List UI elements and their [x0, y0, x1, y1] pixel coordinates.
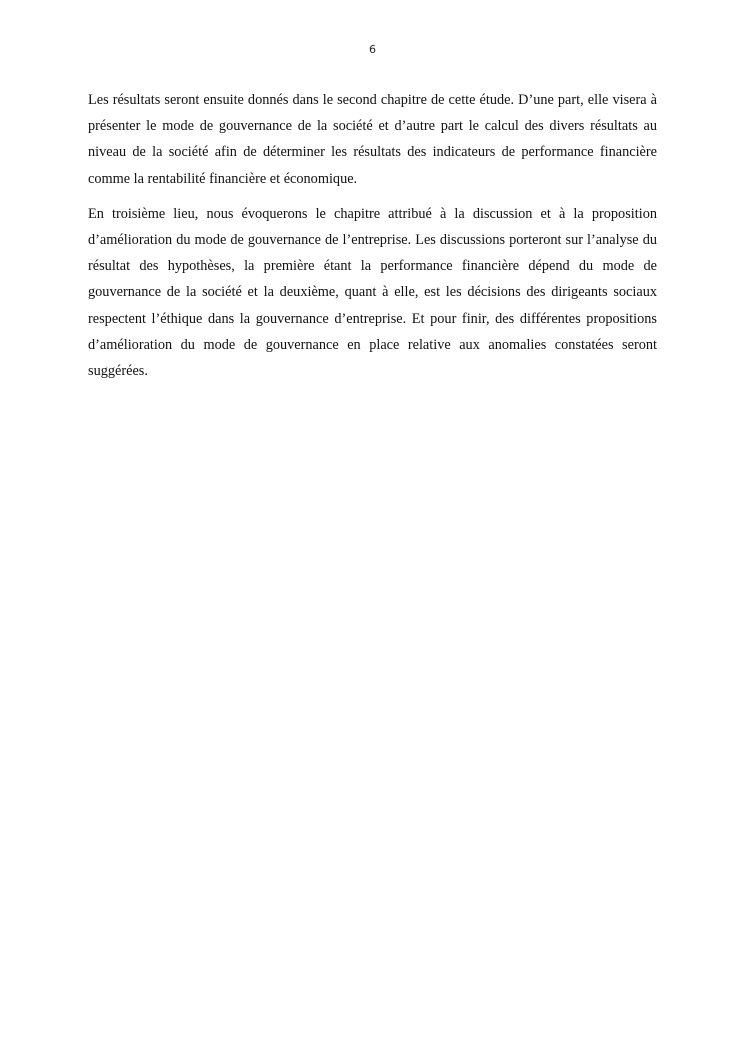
body-text: [88, 87, 657, 393]
paragraph-discussion-chapter: En troisième lieu, nous évoquerons le chapitre attribué à la discussion et à la proposition d’amélioration du mode de gouvernance de l’entreprise. Les discussions porteront sur l’analyse du résultat des hypothèses, la première étant la performance financière dépend du mode de gouvernance de la société et la deuxième, quant à elle, est les décisions des dirigeants sociaux respectent l’éthique dans la gouvernance d’entreprise. Et pour finir, des différentes propositions d’amélioration du mode de gouvernance en place relative aux anomalies constatées seront suggérées.: [88, 205, 657, 380]
page-number: 6: [369, 43, 376, 56]
paragraph-results-chapter: Les résultats seront ensuite donnés dans le second chapitre de cette étude. D’une part, elle visera à présenter le mode de gouvernance de la société et d’autre part le calcul des divers résultats au niveau de la société afin de déterminer les résultats des indicateurs de performance financière comme la rentabilité financière et économique.: [88, 92, 657, 187]
